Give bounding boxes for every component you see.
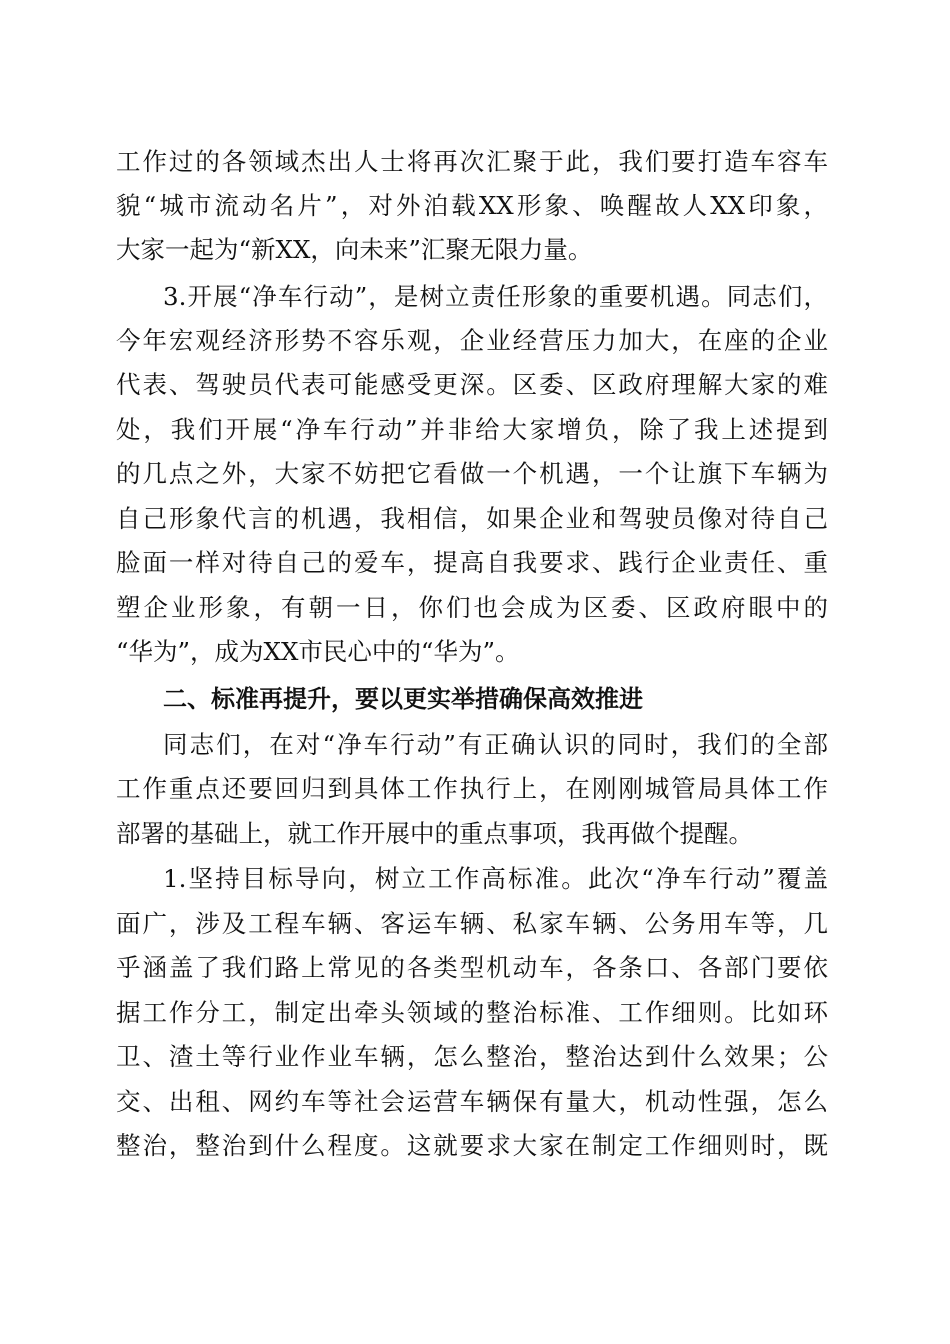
text-line: 工作重点还要回归到具体工作执行上，在刚刚城管局具体工作: [116, 774, 828, 803]
text-line: 代表、驾驶员代表可能感受更深。区委、区政府理解大家的难: [116, 370, 828, 399]
text-line: 部署的基础上，就工作开展中的重点事项，我再做个提醒。: [116, 819, 753, 848]
text-line: 3.开展“净车行动”，是树立责任形象的重要机遇。同志们，: [163, 282, 828, 311]
text-line: 1.坚持目标导向，树立工作高标准。此次“净车行动”覆盖: [163, 864, 828, 893]
text-line: 今年宏观经济形势不容乐观，企业经营压力加大，在座的企业: [116, 326, 828, 355]
text-line: 乎涵盖了我们路上常见的各类型机动车，各条口、各部门要依: [116, 953, 828, 982]
text-line: 自己形象代言的机遇，我相信，如果企业和驾驶员像对待自己: [116, 504, 828, 533]
text-line: 貌“城市流动名片”，对外泊载XX形象、唤醒故人XX印象，: [116, 191, 828, 220]
text-line: 卫、渣土等行业作业车辆，怎么整治，整治达到什么效果；公: [116, 1042, 828, 1071]
text-line: 面广，涉及工程车辆、客运车辆、私家车辆、公务用车等，几: [116, 909, 828, 938]
text-line: 处，我们开展“净车行动”并非给大家增负，除了我上述提到: [116, 415, 828, 444]
text-line: 据工作分工，制定出牵头领域的整治标准、工作细则。比如环: [116, 998, 828, 1027]
text-line: 同志们，在对“净车行动”有正确认识的同时，我们的全部: [163, 730, 828, 759]
text-line: 交、出租、网约车等社会运营车辆保有量大，机动性强，怎么: [116, 1087, 828, 1116]
text-line: “华为”，成为XX市民心中的“华为”。: [116, 637, 520, 666]
text-line: 塑企业形象，有朝一日，你们也会成为区委、区政府眼中的: [116, 593, 828, 622]
text-line: 的几点之外，大家不妨把它看做一个机遇，一个让旗下车辆为: [116, 459, 828, 488]
text-line: 工作过的各领域杰出人士将再次汇聚于此，我们要打造车容车: [116, 147, 828, 176]
section-heading: 二、标准再提升，要以更实举措确保高效推进: [163, 685, 643, 713]
text-line: 大家一起为“新XX，向未来”汇聚无限力量。: [116, 235, 593, 264]
text-line: 整治，整治到什么程度。这就要求大家在制定工作细则时，既: [116, 1131, 828, 1160]
text-line: 脸面一样对待自己的爱车，提高自我要求、践行企业责任、重: [116, 548, 828, 577]
